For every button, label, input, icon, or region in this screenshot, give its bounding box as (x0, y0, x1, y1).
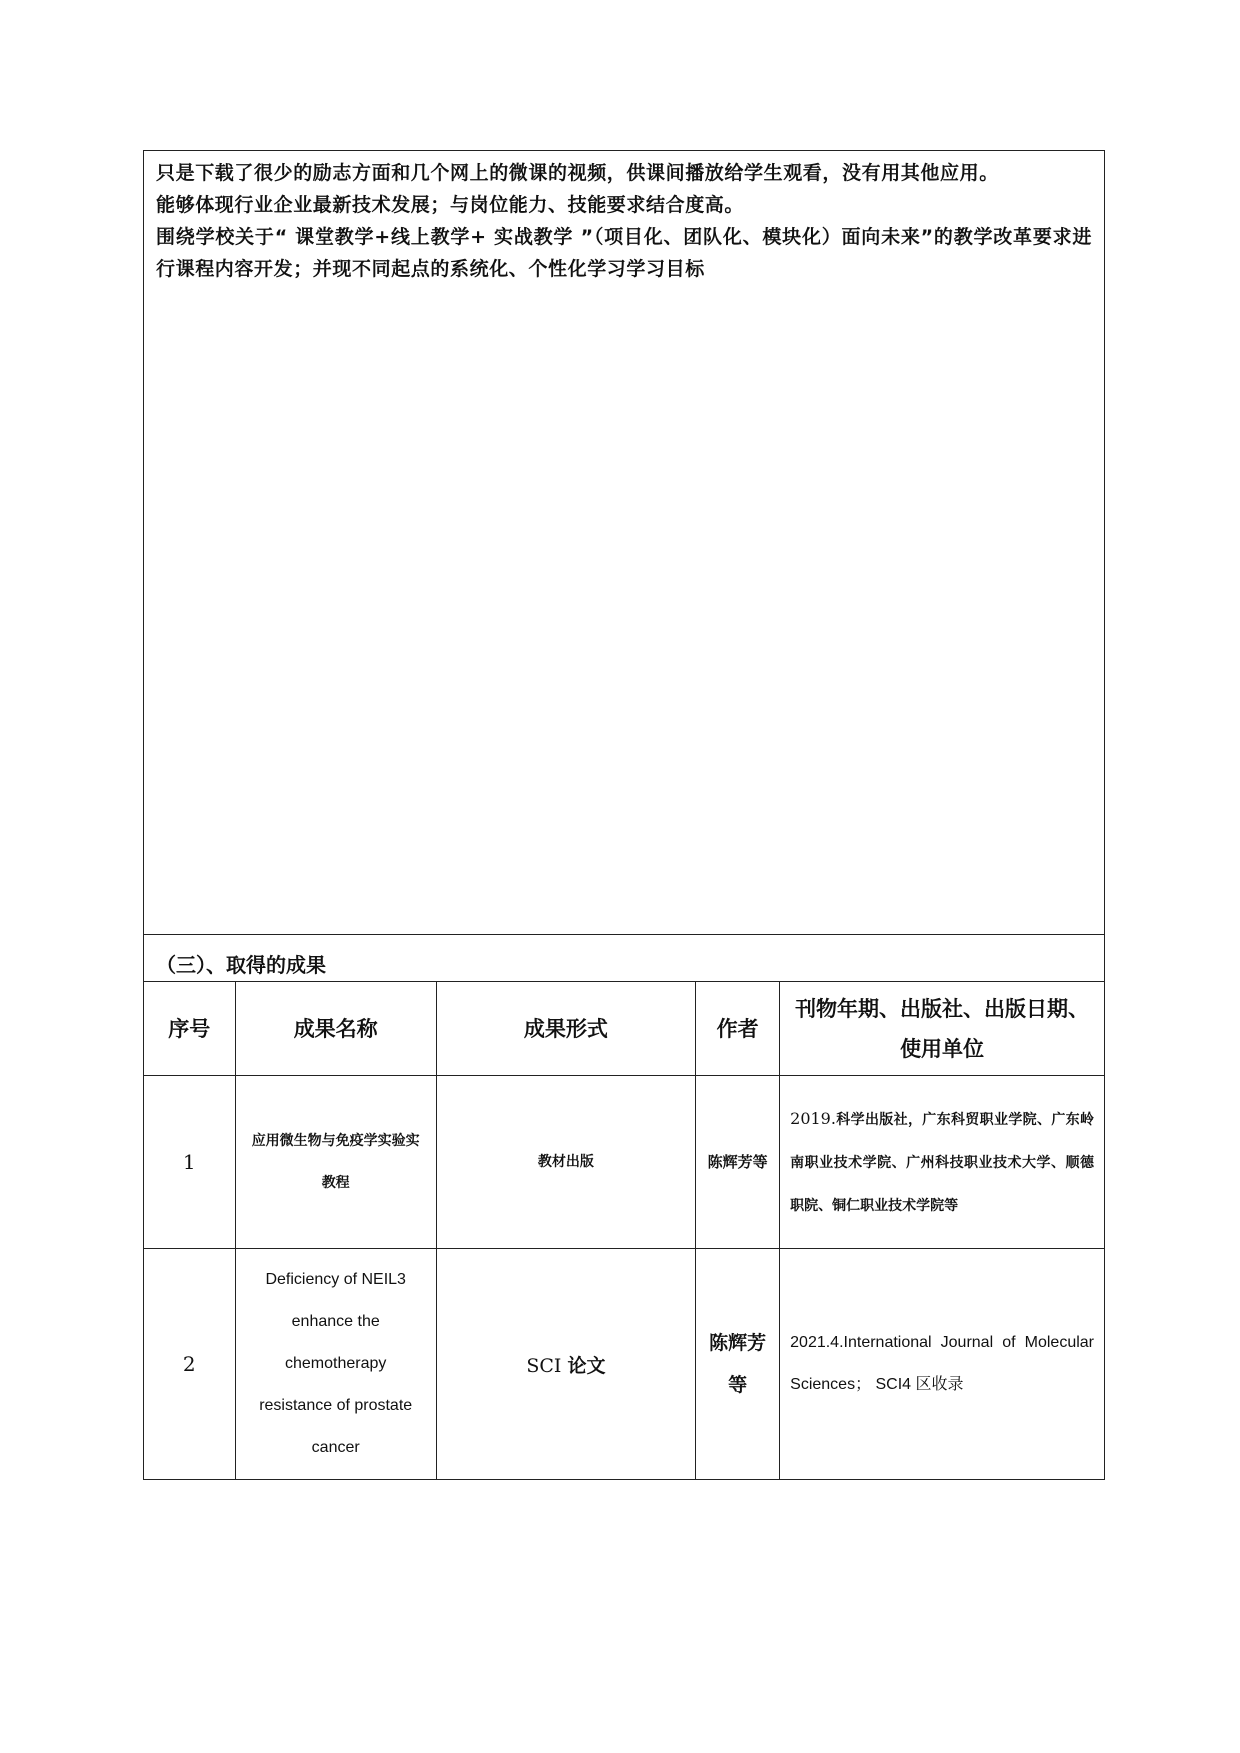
achievement-form: 教材出版 (436, 1076, 695, 1249)
achievement-form (436, 1249, 695, 1480)
section-title: （三）、取得的成果 (144, 935, 1104, 982)
achievement-name: Deficiency of NEIL3 enhance the chemotherapy resistance of prostate cancer (235, 1249, 436, 1480)
row-number: 2 (144, 1249, 235, 1480)
row-number: 1 (144, 1076, 235, 1249)
header-form: 成果形式 (436, 982, 695, 1076)
achievement-name (235, 1076, 436, 1249)
header-name: 成果名称 (235, 982, 436, 1076)
achievement-author: 陈辉芳等 (696, 1249, 780, 1480)
paragraph-1: 只是下载了很少的励志方面和几个网上的微课的视频，供课间播放给学生观看，没有用其他应用。 (156, 162, 999, 184)
form-latin: SCI (526, 1354, 562, 1377)
header-author: 作者 (696, 982, 780, 1076)
description-block (144, 151, 1104, 935)
paragraph-2: 能够体现行业企业最新技术发展；与岗位能力、技能要求结合度高。 (156, 194, 745, 216)
report-form-frame (143, 150, 1105, 1480)
table-row (144, 1249, 1104, 1480)
achievements-table (144, 982, 1104, 1479)
details-text: 科学出版社，广东科贸职业学院、广东岭南职业技术学院、广州科技职业技术大学、顺德职院、铜仁职业技术学院等 (790, 1111, 1094, 1214)
header-no: 序号 (144, 982, 235, 1076)
achievement-name-text: 应用微生物与免疫学实验实教程 (251, 1133, 420, 1191)
header-details: 刊物年期、出版社、出版日期、使用单位 (780, 982, 1104, 1076)
achievement-details: 2021.4.International Journal of Molecular Sciences； SCI4 区收录 (780, 1249, 1104, 1480)
achievement-author: 陈辉芳等 (696, 1076, 780, 1249)
details-year: 2019. (790, 1108, 836, 1128)
table-row (144, 1076, 1104, 1249)
form-cn: 论文 (567, 1354, 606, 1377)
paragraph-3: 围绕学校关于“ 课堂教学+线上教学+ 实战教学 ”（项目化、团队化、模块化）面向未来”的教学改革要求进行课程内容开发；并现不同起点的系统化、个性化学习学习目标 (156, 226, 1092, 280)
table-header-row (144, 982, 1104, 1076)
achievement-details (780, 1076, 1104, 1249)
